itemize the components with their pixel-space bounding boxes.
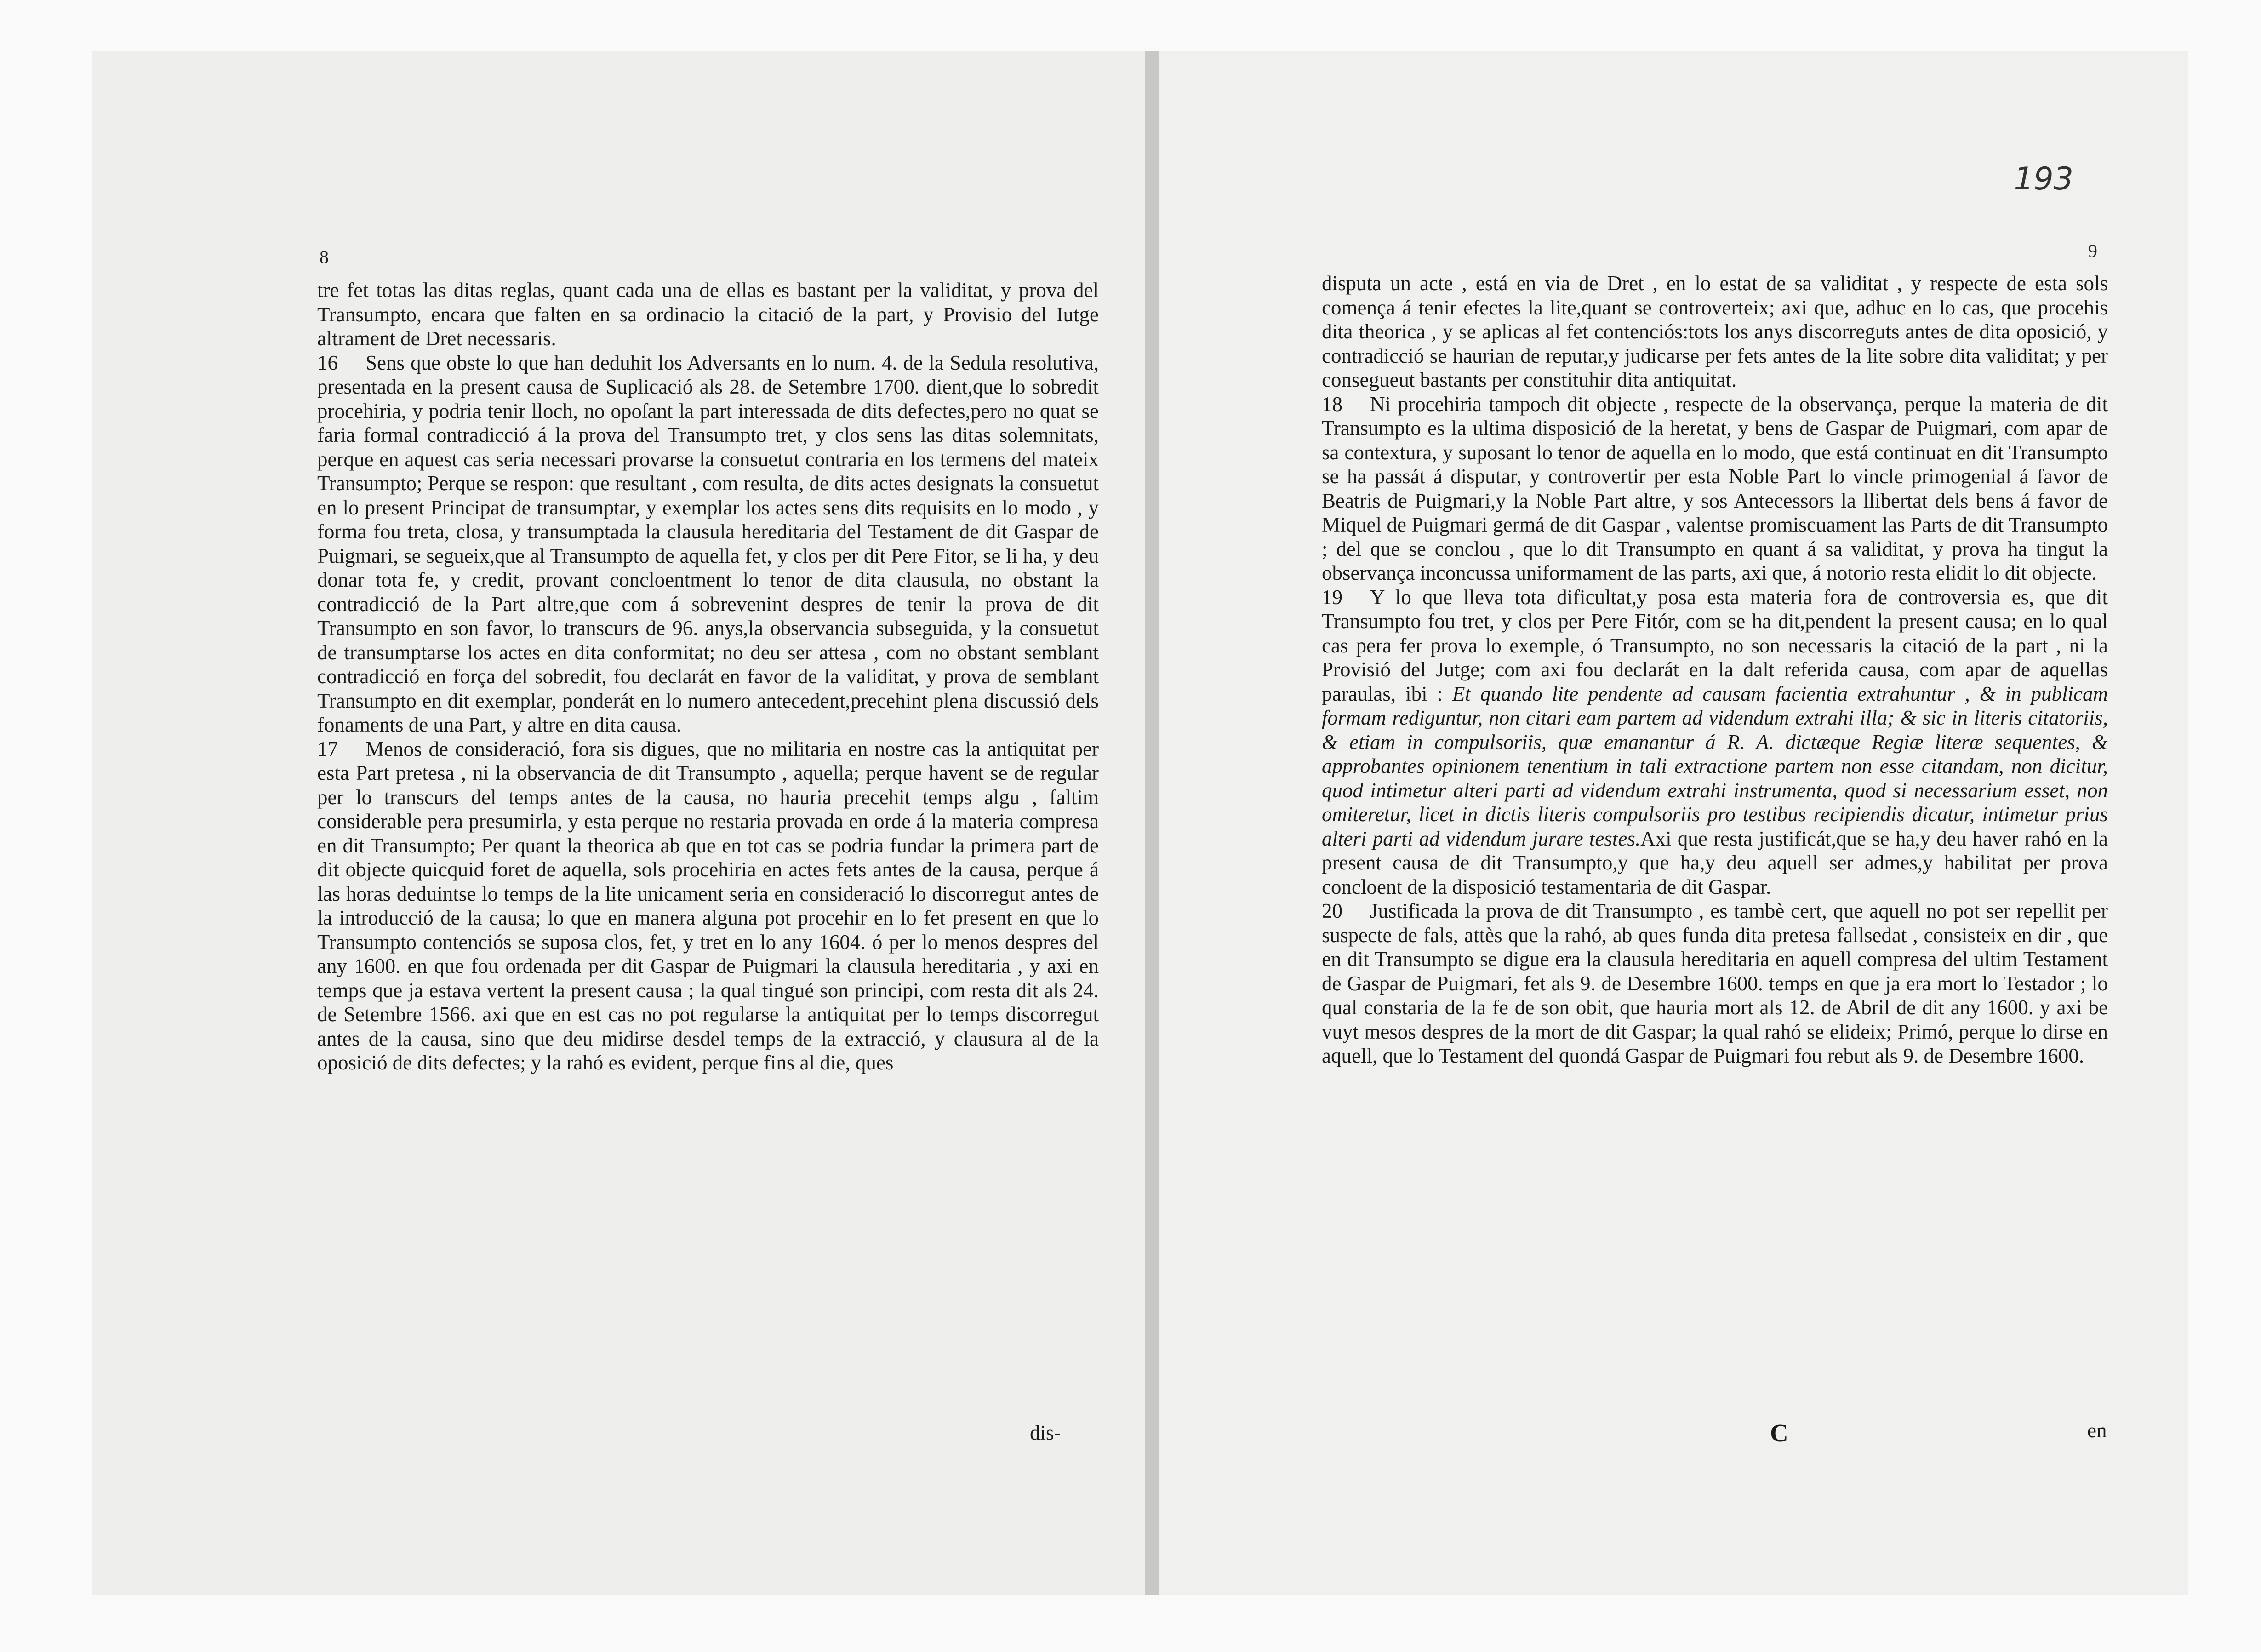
page-number: 8	[320, 246, 329, 267]
signature-mark: C	[1770, 1419, 1788, 1447]
paragraph: 20 Justificada la prova de dit Transumpto , es tambè cert, que aquell no pot ser repellit per suspecte de fals, attès que la rahó, ab ques funda dita pretesa fallsedat , consisteix en dir , que en dit Transumpto se digue era la clausula hereditaria en aquell compresa del ultim Testament de Gaspar de Puigmari, fet als 9. de Desembre 1600. temps en que ja era mort lo Testador ; lo qual constaria de la fe de son obit, que hauria mort als 12. de Abril de dit any 1600. y axi be vuyt mesos despres de la mort de dit Gaspar; la qual rahó se elideix; Primó, perque lo dirse en aquell, que lo Testament del quondá Gaspar de Puigmari fou rebut als 9. de Desembre 1600.	[1322, 899, 2108, 1067]
paragraph: 16 Sens que obste lo que han deduhit los Adversants en lo num. 4. de la Sedula resolutiva, presentada en la present causa de Suplicació als 28. de Setembre 1700. dient,que lo sobredit procehiria, y podria tenir lloch, no opoſant la part interessada de dits defectes,pero no quat se faria formal contradicció á la prova del Transumpto tret, y clos sens las ditas solemnitats, perque en aquest cas seria necessari provarse la consuetut contraria en los termens del mateix Transumpto; Perque se respon: que resultant , com resulta, de dits actes designats la consuetut en lo present Principat de transumptar, y exemplar los actes sens dits requisits en lo modo , y forma fou treta, closa, y transumptada la clausula hereditaria del Testament de dit Gaspar de Puigmari, se segueix,que al Transumpto de aquella fet, y clos per dit Pere Fitor, se li ha, y deu donar tota fe, y credit, provant concloentment lo tenor de dita clausula, no obstant la contradicció de la Part altre,que com á sobrevenint despres de tenir la prova de dit Transumpto en son favor, lo transcurs de 96. anys,la observancia subseguida, y la consuetut de transumptarse los actes en dita conformitat; no deu ser attesa , com no obstant semblant contradicció en força del sobredit, fou declarát en favor de la validitat, y prova de semblant Transumpto en dit exemplar, ponderát en lo numero antecedent,precehint plena discussió dels fonaments de una Part, y altre en dita causa.	[317, 351, 1099, 736]
right-page-text	[1322, 271, 2108, 1068]
paragraph: tre fet totas las ditas reglas, quant cada una de ellas es bastant per la validitat, y prova del Transumpto, encara que falten en sa ordinacio la citació de la part, y Provisio del Iutge altrament de Dret necessaris.	[317, 279, 1099, 350]
left-page-text	[317, 278, 1099, 1075]
latin-quotation: Et quando lite pendente ad causam facientia extrahuntur , & in publicam formam rediguntur, non citari eam partem ad videndum extrahi illa; & sic in literis citatoriis, & etiam in compulsoriis, quæ emanantur á R. A. dictæque Regiæ literæ sequentes, & approbantes opinionem tenentium in tali extractione partem non esse citandam, non dicitur, quod intimetur alteri parti ad videndum extrahi instrumenta, quod si necessarium esset, non omiteretur, licet in dictis literis compulsoriis pro testibus recipiendis dicatur, intimetur prius alteri parti ad videndum jurare testes.	[1322, 682, 2108, 850]
page-number: 9	[2088, 240, 2097, 261]
catchword: dis-	[1030, 1421, 1061, 1444]
catchword: en	[2087, 1419, 2107, 1442]
paragraph: 18 Ni procehiria tampoch dit objecte , respecte de la observança, perque la materia de dit Transumpto es la ultima disposició de la heretat, y bens de Gaspar de Puigmari, com apar de sa contextura, y suposant lo tenor de aquella en lo modo, que está continuat en dit Transumpto se ha passát á disputar, y controvertir per esta Noble Part lo vincle primogenial á favor de Beatris de Puigmari,y la Noble Part altre, y sos Antecessors la llibertat dels bens á favor de Miquel de Puigmari germá de dit Gaspar , valentse promiscuament las Parts de dit Transumpto ; del que se conclou , que lo dit Transumpto en quant á sa validitat, y prova ha tingut la observança inconcussa uniformament de las parts, axi que, á notorio resta elidit lo dit objecte.	[1322, 392, 2108, 584]
paragraph-number: 20	[1322, 899, 1342, 922]
paragraph: disputa un acte , está en via de Dret , en lo estat de sa validitat , y respecte de esta sols comença á tenir efectes la lite,quant se controverteix; axi que, adhuc en lo cas, que procehis dita theorica , y se aplicas al fet contenciós:tots los anys discorreguts antes de dita oposició, y contradicció se haurian de reputar,y judicarse per fets antes de la lite sobre dita validitat; y per consegueut bastants per constituhir dita antiquitat.	[1322, 272, 2108, 391]
paragraph-number: 19	[1322, 585, 1342, 609]
paragraph: 19 Y lo que lleva tota dificultat,y posa esta materia fora de controversia es, que dit Transumpto fou tret, y clos per Pere Fitór, com se ha dit,pendent la present causa; en lo qual cas pera fer prova lo exemple, ó Transumpto, no son necessaris la citació de la part , ni la Provisió del Jutge; com axi fou declarát en la dalt referida causa, com apar de aquellas paraulas, ibi : Et quando lite pendente ad causam facientia extrahuntur , & in publicam formam rediguntur, non citari eam partem ad videndum extrahi illa; & sic in literis citatoriis, & etiam in compulsoriis, quæ emanantur á R. A. dictæque Regiæ literæ sequentes, & approbantes opinionem tenentium in tali extractione partem non esse citandam, non dicitur, quod intimetur alteri parti ad videndum extrahi instrumenta, quod si necessarium esset, non omiteretur, licet in dictis literis compulsoriis pro testibus recipiendis dicatur, intimetur prius alteri parti ad videndum jurare testes.Axi que resta justificát,que se ha,y deu haver rahó en la present causa de dit Transumpto,y que ha,y deu aquell ser admes,y habilitat per prova concloent de la disposició testamentaria de dit Gaspar.	[1322, 585, 2108, 898]
paragraph-number: 17	[317, 737, 338, 760]
book-gutter	[1145, 51, 1159, 1595]
right-page	[1159, 51, 2188, 1595]
paragraph-number: 16	[317, 351, 338, 374]
paragraph-number: 18	[1322, 392, 1342, 416]
paragraph: 17 Menos de consideració, fora sis digues, que no militaria en nostre cas la antiquitat per esta Part pretesa , ni la observancia de dit Transumpto , aquella; perque havent se de regular per lo transcurs del temps antes de la causa, no hauria precehit temps algu , faltim considerable pera presumirla, y esta perque no restaria provada en orde á la materia compresa en dit Transumpto; Per quant la theorica ab que en tot cas se podria fundar la primera part de dit objecte quicquid foret de aquella, sols procehiria en actes fets antes de la causa, perque á las horas deduintse lo temps de la lite unicament seria en consideració lo discorregut antes de la introducció de la causa; lo que en manera alguna pot procehir en lo fet present en que lo Transumpto contenciós se suposa clos, fet, y tret en lo any 1604. ó per lo menos despres del any 1600. en que fou ordenada per dit Gaspar de Puigmari la clausula hereditaria , y axi en temps que ja estava vertent la present causa ; la qual tingué son principi, com resta dit als 24. de Setembre 1566. axi que en est cas no pot regularse la antiquitat per lo temps discorregut antes de la causa, sino que deu midirse desdel temps de la extracció, y clausura al de la oposició de dits defectes; y la rahó es evident, perque fins al die, ques	[317, 737, 1099, 1074]
left-page	[92, 51, 1145, 1595]
book-spread	[92, 51, 2188, 1595]
handwritten-folio-number: 193	[2014, 161, 2073, 197]
